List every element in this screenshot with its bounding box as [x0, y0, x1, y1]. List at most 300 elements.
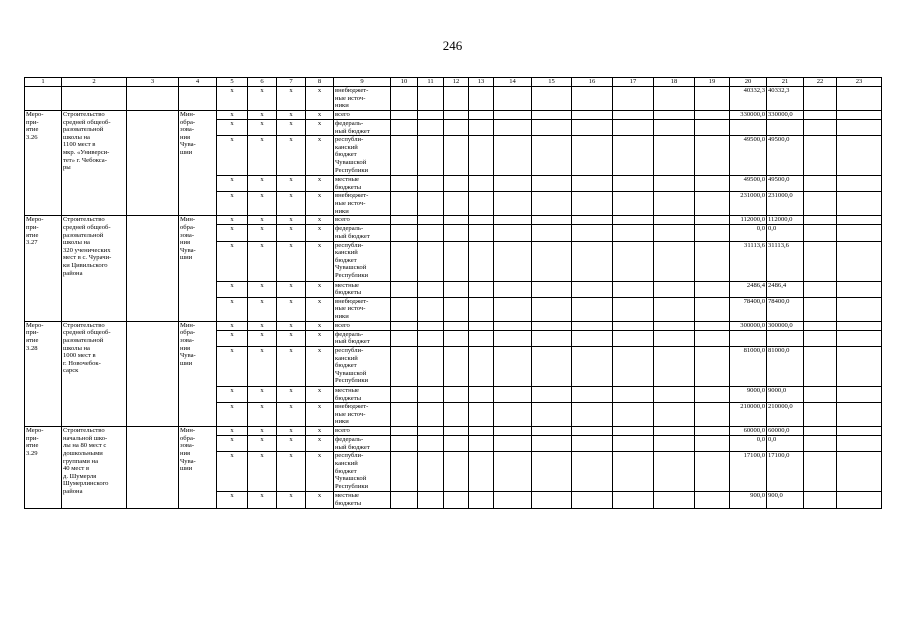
empty-cell: [532, 87, 572, 111]
empty-cell: [695, 225, 730, 241]
empty-cell: [613, 87, 654, 111]
amount-col21: 900,0: [767, 492, 804, 508]
empty-cell: [695, 120, 730, 136]
amount-col20: 300000,0: [730, 321, 767, 330]
amount-col20: 60000,0: [730, 427, 767, 436]
header-cell: 23: [837, 78, 882, 87]
empty-cell: [444, 403, 469, 427]
empty-cell: [804, 403, 837, 427]
empty-cell: [494, 192, 532, 216]
empty-cell: [494, 281, 532, 297]
x-mark: х: [277, 192, 306, 216]
funding-source: республи- канский бюджет Чувашской Республики: [334, 241, 391, 281]
empty-cell: [837, 281, 882, 297]
empty-cell: [532, 346, 572, 386]
funding-source: внебюджет- ные источ- ники: [334, 403, 391, 427]
empty-cell: [444, 136, 469, 176]
event-executor: Мин- обра- зова- ния Чува- шии: [179, 427, 217, 508]
empty-cell: [572, 452, 613, 492]
empty-cell: [494, 120, 532, 136]
empty-cell: [444, 281, 469, 297]
empty-cell: [418, 87, 444, 111]
empty-cell: [469, 136, 494, 176]
empty-cell: [391, 281, 418, 297]
empty-cell: [804, 346, 837, 386]
x-mark: х: [248, 386, 277, 402]
empty-cell: [837, 346, 882, 386]
empty-cell: [695, 216, 730, 225]
empty-cell: [391, 136, 418, 176]
empty-cell: [444, 241, 469, 281]
empty-cell: [654, 427, 695, 436]
event-name: Меро- при- ятие 3.29: [25, 427, 62, 508]
empty-cell: [695, 281, 730, 297]
amount-col20: 330000,0: [730, 111, 767, 120]
empty-cell: [532, 330, 572, 346]
empty-cell: [572, 330, 613, 346]
empty-cell: [444, 216, 469, 225]
empty-cell: [695, 297, 730, 321]
empty-cell: [418, 452, 444, 492]
empty-cell: [532, 281, 572, 297]
header-cell: 10: [391, 78, 418, 87]
header-cell: 12: [444, 78, 469, 87]
empty-cell: [654, 403, 695, 427]
empty-cell: [837, 176, 882, 192]
empty-cell: [532, 176, 572, 192]
header-cell: 15: [532, 78, 572, 87]
x-mark: х: [277, 436, 306, 452]
empty-cell: [654, 330, 695, 346]
amount-col21: 49500,0: [767, 176, 804, 192]
x-mark: х: [217, 297, 248, 321]
x-mark: х: [217, 281, 248, 297]
table-row: [25, 321, 882, 330]
funding-source: всего: [334, 111, 391, 120]
empty-cell: [494, 216, 532, 225]
amount-col21: 31113,6: [767, 241, 804, 281]
x-mark: х: [248, 225, 277, 241]
empty-cell: [532, 111, 572, 120]
empty-cell: [494, 111, 532, 120]
empty-cell: [804, 330, 837, 346]
empty-cell: [613, 386, 654, 402]
funding-source: всего: [334, 427, 391, 436]
header-cell: 14: [494, 78, 532, 87]
empty-cell: [391, 241, 418, 281]
empty-cell: [444, 452, 469, 492]
empty-cell: [613, 216, 654, 225]
x-mark: х: [248, 321, 277, 330]
header-cell: 1: [25, 78, 62, 87]
empty-cell: [613, 297, 654, 321]
empty-cell: [418, 321, 444, 330]
x-mark: х: [277, 241, 306, 281]
empty-cell: [695, 427, 730, 436]
empty-cell: [391, 436, 418, 452]
empty-cell: [654, 192, 695, 216]
empty-cell: [695, 330, 730, 346]
event-description: Строительство начальной шко- лы на 80 мест с дошкольными группами на 40 мест в д. Шумерля Шумерлинского района: [62, 427, 127, 508]
empty-cell: [804, 136, 837, 176]
funding-source: местные бюджеты: [334, 492, 391, 508]
x-mark: х: [248, 176, 277, 192]
empty-cell: [837, 427, 882, 436]
empty-cell: [494, 403, 532, 427]
x-mark: х: [306, 330, 334, 346]
empty-cell: [444, 111, 469, 120]
empty-cell: [391, 176, 418, 192]
empty-cell: [572, 427, 613, 436]
amount-col21: 81000,0: [767, 346, 804, 386]
empty-cell: [572, 321, 613, 330]
x-mark: х: [248, 111, 277, 120]
empty-cell: [418, 120, 444, 136]
empty-cell: [391, 346, 418, 386]
amount-col20: 231000,0: [730, 192, 767, 216]
x-mark: х: [306, 120, 334, 136]
empty-cell: [469, 492, 494, 508]
empty-cell: [804, 192, 837, 216]
x-mark: х: [277, 346, 306, 386]
event-executor: Мин- обра- зова- ния Чува- шии: [179, 216, 217, 321]
x-mark: х: [306, 241, 334, 281]
x-mark: х: [306, 452, 334, 492]
x-mark: х: [248, 281, 277, 297]
empty-cell: [837, 120, 882, 136]
empty-cell: [654, 176, 695, 192]
header-cell: 4: [179, 78, 217, 87]
empty-cell: [572, 492, 613, 508]
amount-col21: 0,0: [767, 436, 804, 452]
empty-cell: [469, 281, 494, 297]
empty-cell: [418, 346, 444, 386]
funding-source: внебюджет- ные источ- ники: [334, 297, 391, 321]
empty-cell: [494, 241, 532, 281]
empty-cell: [804, 241, 837, 281]
x-mark: х: [217, 386, 248, 402]
empty-cell: [532, 436, 572, 452]
x-mark: х: [217, 225, 248, 241]
empty-cell: [494, 386, 532, 402]
x-mark: х: [248, 241, 277, 281]
amount-col20: 49500,0: [730, 176, 767, 192]
empty-cell: [418, 176, 444, 192]
empty-cell: [469, 330, 494, 346]
x-mark: х: [277, 216, 306, 225]
empty-cell: [837, 216, 882, 225]
header-cell: 3: [127, 78, 179, 87]
empty-cell: [804, 281, 837, 297]
empty-cell: [494, 136, 532, 176]
empty-cell: [695, 492, 730, 508]
amount-col21: 0,0: [767, 225, 804, 241]
empty-cell: [572, 281, 613, 297]
empty-cell: [418, 330, 444, 346]
funding-source: федераль- ный бюджет: [334, 436, 391, 452]
empty-cell: [837, 225, 882, 241]
table-row: [25, 216, 882, 225]
amount-col21: 49500,0: [767, 136, 804, 176]
header-cell: 11: [418, 78, 444, 87]
empty-cell: [654, 87, 695, 111]
x-mark: х: [248, 346, 277, 386]
empty-cell: [837, 87, 882, 111]
empty-cell: [572, 436, 613, 452]
empty-cell: [444, 436, 469, 452]
x-mark: х: [217, 436, 248, 452]
empty-cell: [804, 492, 837, 508]
empty-cell: [532, 297, 572, 321]
x-mark: х: [306, 281, 334, 297]
x-mark: х: [306, 346, 334, 386]
amount-col20: 9000,0: [730, 386, 767, 402]
empty-cell: [469, 225, 494, 241]
empty-cell: [654, 492, 695, 508]
x-mark: х: [248, 216, 277, 225]
x-mark: х: [277, 330, 306, 346]
empty-cell: [532, 452, 572, 492]
x-mark: х: [217, 216, 248, 225]
empty-cell: [444, 492, 469, 508]
empty-cell: [572, 216, 613, 225]
empty-cell: [179, 87, 217, 111]
empty-cell: [391, 492, 418, 508]
empty-cell: [695, 452, 730, 492]
x-mark: х: [306, 321, 334, 330]
header-cell: 9: [334, 78, 391, 87]
empty-cell: [804, 297, 837, 321]
empty-cell: [613, 492, 654, 508]
empty-cell: [444, 120, 469, 136]
empty-cell: [613, 111, 654, 120]
empty-cell: [469, 403, 494, 427]
empty-cell: [804, 216, 837, 225]
empty-cell: [418, 192, 444, 216]
empty-cell: [613, 321, 654, 330]
empty-cell: [127, 321, 179, 426]
amount-col20: 49500,0: [730, 136, 767, 176]
empty-cell: [572, 297, 613, 321]
x-mark: х: [217, 111, 248, 120]
x-mark: х: [277, 120, 306, 136]
empty-cell: [804, 225, 837, 241]
empty-cell: [469, 192, 494, 216]
x-mark: х: [277, 225, 306, 241]
empty-cell: [62, 87, 127, 111]
empty-cell: [572, 403, 613, 427]
empty-cell: [494, 492, 532, 508]
x-mark: х: [277, 492, 306, 508]
empty-cell: [469, 452, 494, 492]
amount-col20: [730, 120, 767, 136]
funding-source: республи- канский бюджет Чувашской Республики: [334, 136, 391, 176]
x-mark: х: [306, 403, 334, 427]
x-mark: х: [306, 176, 334, 192]
amount-col20: 112000,0: [730, 216, 767, 225]
empty-cell: [837, 192, 882, 216]
empty-cell: [532, 403, 572, 427]
empty-cell: [444, 297, 469, 321]
x-mark: х: [248, 87, 277, 111]
empty-cell: [494, 452, 532, 492]
x-mark: х: [217, 136, 248, 176]
x-mark: х: [306, 436, 334, 452]
empty-cell: [654, 297, 695, 321]
empty-cell: [469, 386, 494, 402]
empty-cell: [444, 87, 469, 111]
amount-col20: 0,0: [730, 436, 767, 452]
empty-cell: [391, 216, 418, 225]
empty-cell: [695, 192, 730, 216]
empty-cell: [654, 436, 695, 452]
empty-cell: [391, 452, 418, 492]
empty-cell: [572, 346, 613, 386]
x-mark: х: [217, 321, 248, 330]
empty-cell: [469, 87, 494, 111]
empty-cell: [572, 136, 613, 176]
x-mark: х: [248, 452, 277, 492]
event-description: Строительство средней общеоб- разовательной школы на 1000 мест в г. Новочебок- сарск: [62, 321, 127, 426]
empty-cell: [837, 386, 882, 402]
empty-cell: [532, 492, 572, 508]
empty-cell: [613, 120, 654, 136]
amount-col21: 210000,0: [767, 403, 804, 427]
x-mark: х: [248, 120, 277, 136]
empty-cell: [418, 386, 444, 402]
x-mark: х: [277, 281, 306, 297]
empty-cell: [572, 225, 613, 241]
empty-cell: [572, 241, 613, 281]
empty-cell: [804, 321, 837, 330]
empty-cell: [418, 492, 444, 508]
amount-col21: 17100,0: [767, 452, 804, 492]
empty-cell: [613, 241, 654, 281]
empty-cell: [804, 427, 837, 436]
event-executor: Мин- обра- зова- ния Чува- шии: [179, 321, 217, 426]
empty-cell: [837, 436, 882, 452]
empty-cell: [469, 176, 494, 192]
empty-cell: [613, 427, 654, 436]
empty-cell: [25, 87, 62, 111]
amount-col21: 78400,0: [767, 297, 804, 321]
empty-cell: [391, 120, 418, 136]
header-cell: 17: [613, 78, 654, 87]
empty-cell: [532, 427, 572, 436]
empty-cell: [804, 87, 837, 111]
amount-col21: 330000,0: [767, 111, 804, 120]
x-mark: х: [248, 192, 277, 216]
empty-cell: [494, 346, 532, 386]
empty-cell: [391, 427, 418, 436]
empty-cell: [695, 436, 730, 452]
empty-cell: [695, 87, 730, 111]
amount-col20: 81000,0: [730, 346, 767, 386]
page-number: 246: [442, 38, 463, 53]
x-mark: х: [306, 216, 334, 225]
empty-cell: [837, 111, 882, 120]
empty-cell: [804, 436, 837, 452]
empty-cell: [837, 241, 882, 281]
empty-cell: [391, 111, 418, 120]
empty-cell: [695, 346, 730, 386]
empty-cell: [494, 297, 532, 321]
amount-col20: 17100,0: [730, 452, 767, 492]
empty-cell: [391, 192, 418, 216]
empty-cell: [127, 111, 179, 216]
x-mark: х: [306, 492, 334, 508]
empty-cell: [532, 321, 572, 330]
empty-cell: [391, 321, 418, 330]
empty-cell: [469, 297, 494, 321]
empty-cell: [469, 120, 494, 136]
x-mark: х: [217, 241, 248, 281]
funding-source: федераль- ный бюджет: [334, 330, 391, 346]
empty-cell: [695, 176, 730, 192]
empty-cell: [494, 225, 532, 241]
table-row: [25, 111, 882, 120]
empty-cell: [654, 225, 695, 241]
x-mark: х: [306, 87, 334, 111]
empty-cell: [613, 452, 654, 492]
x-mark: х: [306, 136, 334, 176]
empty-cell: [444, 346, 469, 386]
amount-col21: 231000,0: [767, 192, 804, 216]
empty-cell: [572, 176, 613, 192]
empty-cell: [804, 386, 837, 402]
empty-cell: [804, 120, 837, 136]
empty-cell: [418, 403, 444, 427]
empty-cell: [654, 241, 695, 281]
empty-cell: [494, 330, 532, 346]
empty-cell: [418, 225, 444, 241]
empty-cell: [654, 111, 695, 120]
empty-cell: [418, 436, 444, 452]
amount-col20: 210000,0: [730, 403, 767, 427]
budget-table: [24, 77, 882, 509]
empty-cell: [532, 241, 572, 281]
x-mark: х: [248, 297, 277, 321]
x-mark: х: [248, 403, 277, 427]
funding-source: местные бюджеты: [334, 386, 391, 402]
funding-source: федераль- ный бюджет: [334, 225, 391, 241]
empty-cell: [391, 225, 418, 241]
empty-cell: [695, 241, 730, 281]
amount-col21: 112000,0: [767, 216, 804, 225]
empty-cell: [695, 403, 730, 427]
funding-source: внебюджет- ные источ- ники: [334, 192, 391, 216]
x-mark: х: [217, 452, 248, 492]
empty-cell: [804, 111, 837, 120]
empty-cell: [572, 120, 613, 136]
table-body: [25, 78, 882, 509]
empty-cell: [695, 136, 730, 176]
empty-cell: [532, 386, 572, 402]
x-mark: х: [248, 427, 277, 436]
empty-cell: [418, 216, 444, 225]
empty-cell: [532, 192, 572, 216]
header-cell: 13: [469, 78, 494, 87]
empty-cell: [613, 403, 654, 427]
amount-col21: 9000,0: [767, 386, 804, 402]
empty-cell: [494, 87, 532, 111]
header-row: [25, 78, 882, 87]
header-cell: 22: [804, 78, 837, 87]
empty-cell: [654, 386, 695, 402]
empty-cell: [695, 386, 730, 402]
amount-col20: [730, 330, 767, 346]
empty-cell: [804, 452, 837, 492]
